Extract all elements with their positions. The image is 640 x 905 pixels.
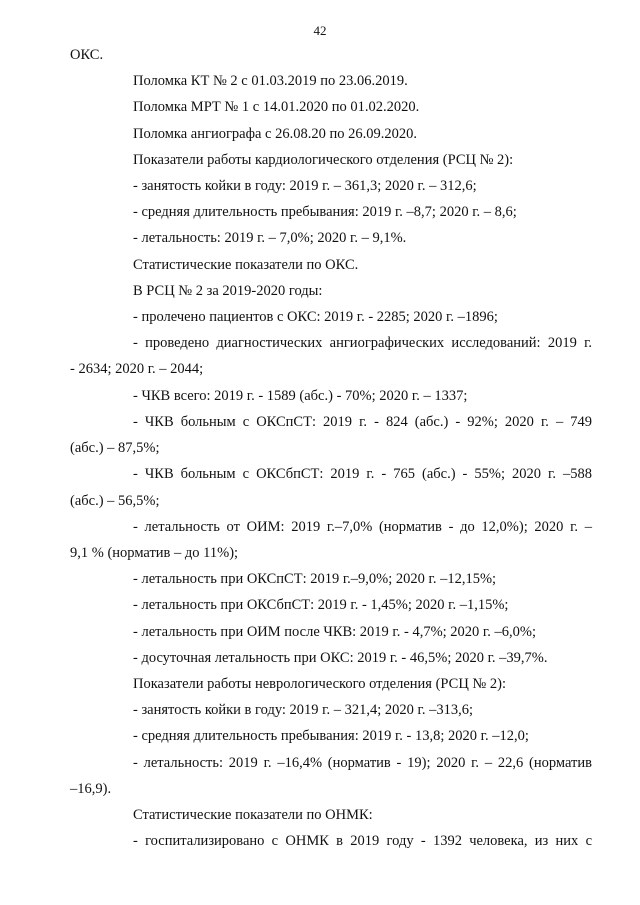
text-line: - ЧКВ больным с ОКСпСТ: 2019 г. - 824 (абс.) - 92%; 2020 г. – 749 bbox=[133, 414, 592, 430]
text-line: (абс.) – 56,5%; bbox=[70, 493, 160, 509]
text-line: - средняя длительность пребывания: 2019 г. - 13,8; 2020 г. –12,0; bbox=[133, 728, 529, 744]
text-line: Поломка ангиографа с 26.08.20 по 26.09.2020. bbox=[133, 126, 417, 142]
text-line: Статистические показатели по ОНМК: bbox=[133, 807, 373, 823]
text-line: Поломка МРТ № 1 с 14.01.2020 по 01.02.2020. bbox=[133, 99, 420, 115]
text-line: - занятость койки в году: 2019 г. – 361,3; 2020 г. – 312,6; bbox=[133, 178, 477, 194]
text-line: В РСЦ № 2 за 2019-2020 годы: bbox=[133, 283, 323, 299]
text-line: (абс.) – 87,5%; bbox=[70, 440, 160, 456]
text-line: - летальность: 2019 г. – 7,0%; 2020 г. – 9,1%. bbox=[133, 230, 407, 246]
text-line: - занятость койки в году: 2019 г. – 321,4; 2020 г. –313,6; bbox=[133, 702, 473, 718]
text-line: - летальность: 2019 г. –16,4% (норматив - 19); 2020 г. – 22,6 (норматив bbox=[133, 755, 592, 771]
text-line: - летальность при ОИМ после ЧКВ: 2019 г. - 4,7%; 2020 г. –6,0%; bbox=[133, 624, 536, 640]
text-line: Поломка КТ № 2 с 01.03.2019 по 23.06.2019. bbox=[133, 73, 408, 89]
text-line: - летальность при ОКСпСТ: 2019 г.–9,0%; 2020 г. –12,15%; bbox=[133, 571, 497, 587]
text-line: –16,9). bbox=[70, 781, 112, 797]
text-line: Статистические показатели по ОКС. bbox=[133, 257, 359, 273]
text-line: - госпитализировано с ОНМК в 2019 году - 1392 человека, из них с bbox=[133, 833, 592, 849]
text-line: Показатели работы кардиологического отделения (РСЦ № 2): bbox=[133, 152, 514, 168]
page-number: 42 bbox=[313, 23, 327, 38]
text-line: - ЧКВ больным с ОКСбпСТ: 2019 г. - 765 (абс.) - 55%; 2020 г. –588 bbox=[133, 466, 592, 482]
text-line: - летальность от ОИМ: 2019 г.–7,0% (норматив - до 12,0%); 2020 г. – bbox=[133, 519, 592, 535]
text-line: - средняя длительность пребывания: 2019 г. –8,7; 2020 г. – 8,6; bbox=[133, 204, 517, 220]
text-line: - 2634; 2020 г. – 2044; bbox=[70, 361, 204, 377]
text-line: - ЧКВ всего: 2019 г. - 1589 (абс.) - 70%; 2020 г. – 1337; bbox=[133, 388, 468, 404]
text-line: 9,1 % (норматив – до 11%); bbox=[70, 545, 239, 561]
text-line: - пролечено пациентов с ОКС: 2019 г. - 2285; 2020 г. –1896; bbox=[133, 309, 498, 325]
text-line: ОКС. bbox=[70, 47, 104, 63]
text-line: - досуточная летальность при ОКС: 2019 г. - 46,5%; 2020 г. –39,7%. bbox=[133, 650, 548, 666]
text-line: - проведено диагностических ангиографических исследований: 2019 г. bbox=[133, 335, 592, 351]
text-line: - летальность при ОКСбпСТ: 2019 г. - 1,45%; 2020 г. –1,15%; bbox=[133, 597, 509, 613]
text-line: Показатели работы неврологического отделения (РСЦ № 2): bbox=[133, 676, 506, 692]
